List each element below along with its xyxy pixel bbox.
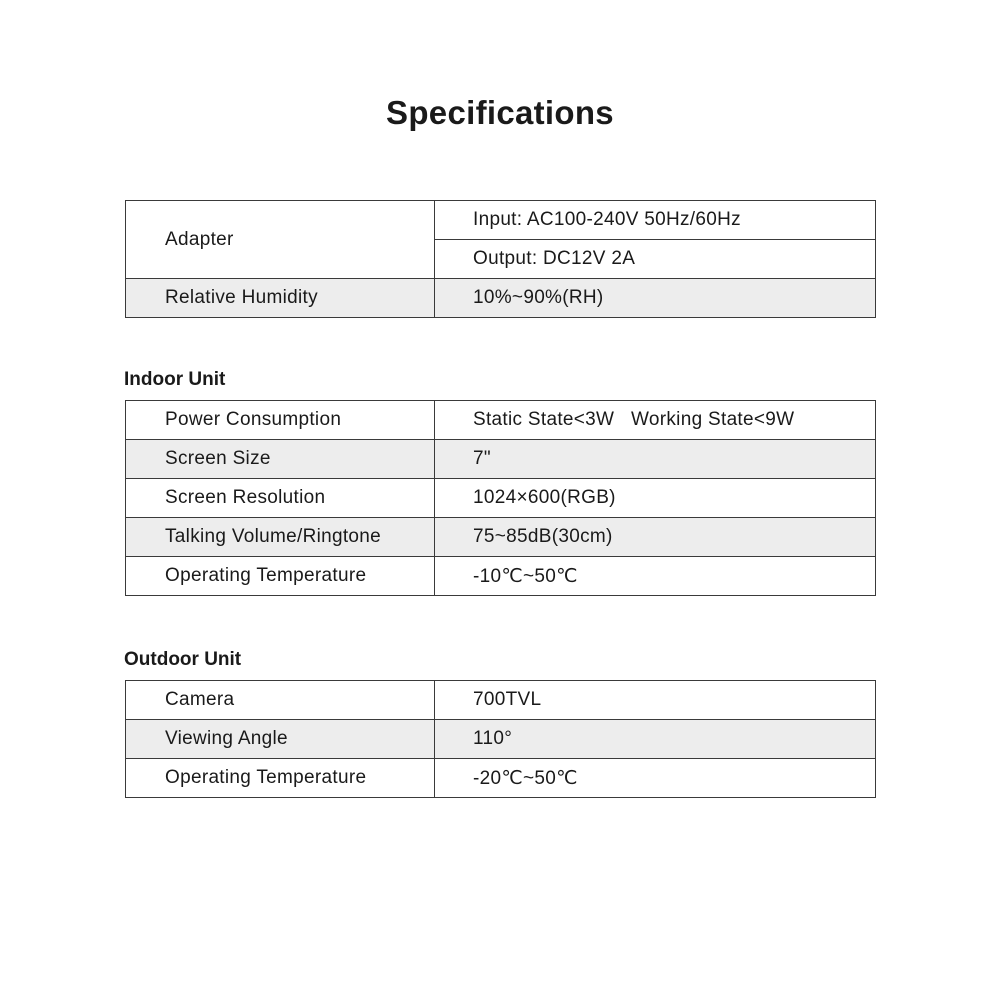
adapter-input-value: Input: AC100-240V 50Hz/60Hz <box>435 201 876 240</box>
table-row <box>126 518 876 557</box>
table-row <box>126 479 876 518</box>
table-row <box>126 720 876 759</box>
outdoor-spec-table <box>125 680 876 798</box>
humidity-value: 10%~90%(RH) <box>435 279 876 318</box>
page-title: Specifications <box>386 94 614 132</box>
row-label: Screen Resolution <box>126 479 435 518</box>
table-row <box>126 557 876 596</box>
row-label: Screen Size <box>126 440 435 479</box>
adapter-label: Adapter <box>126 201 435 279</box>
table-row <box>126 201 876 240</box>
row-value: 7" <box>435 440 876 479</box>
table-row <box>126 759 876 798</box>
general-spec-table <box>125 200 876 318</box>
row-label: Viewing Angle <box>126 720 435 759</box>
indoor-spec-table <box>125 400 876 596</box>
table-row <box>126 681 876 720</box>
indoor-unit-heading: Indoor Unit <box>124 369 226 390</box>
adapter-output-value: Output: DC12V 2A <box>435 240 876 279</box>
row-label: Camera <box>126 681 435 720</box>
row-value: 110° <box>435 720 876 759</box>
row-value: -20℃~50℃ <box>435 759 876 798</box>
row-value: 75~85dB(30cm) <box>435 518 876 557</box>
outdoor-unit-heading: Outdoor Unit <box>124 649 242 670</box>
table-row <box>126 440 876 479</box>
humidity-label: Relative Humidity <box>126 279 435 318</box>
row-value: -10℃~50℃ <box>435 557 876 596</box>
row-value: 1024×600(RGB) <box>435 479 876 518</box>
row-value: Static State<3W Working State<9W <box>435 401 876 440</box>
row-label: Talking Volume/Ringtone <box>126 518 435 557</box>
row-label: Operating Temperature <box>126 557 435 596</box>
row-label: Operating Temperature <box>126 759 435 798</box>
table-row <box>126 401 876 440</box>
row-label: Power Consumption <box>126 401 435 440</box>
table-row <box>126 279 876 318</box>
row-value: 700TVL <box>435 681 876 720</box>
